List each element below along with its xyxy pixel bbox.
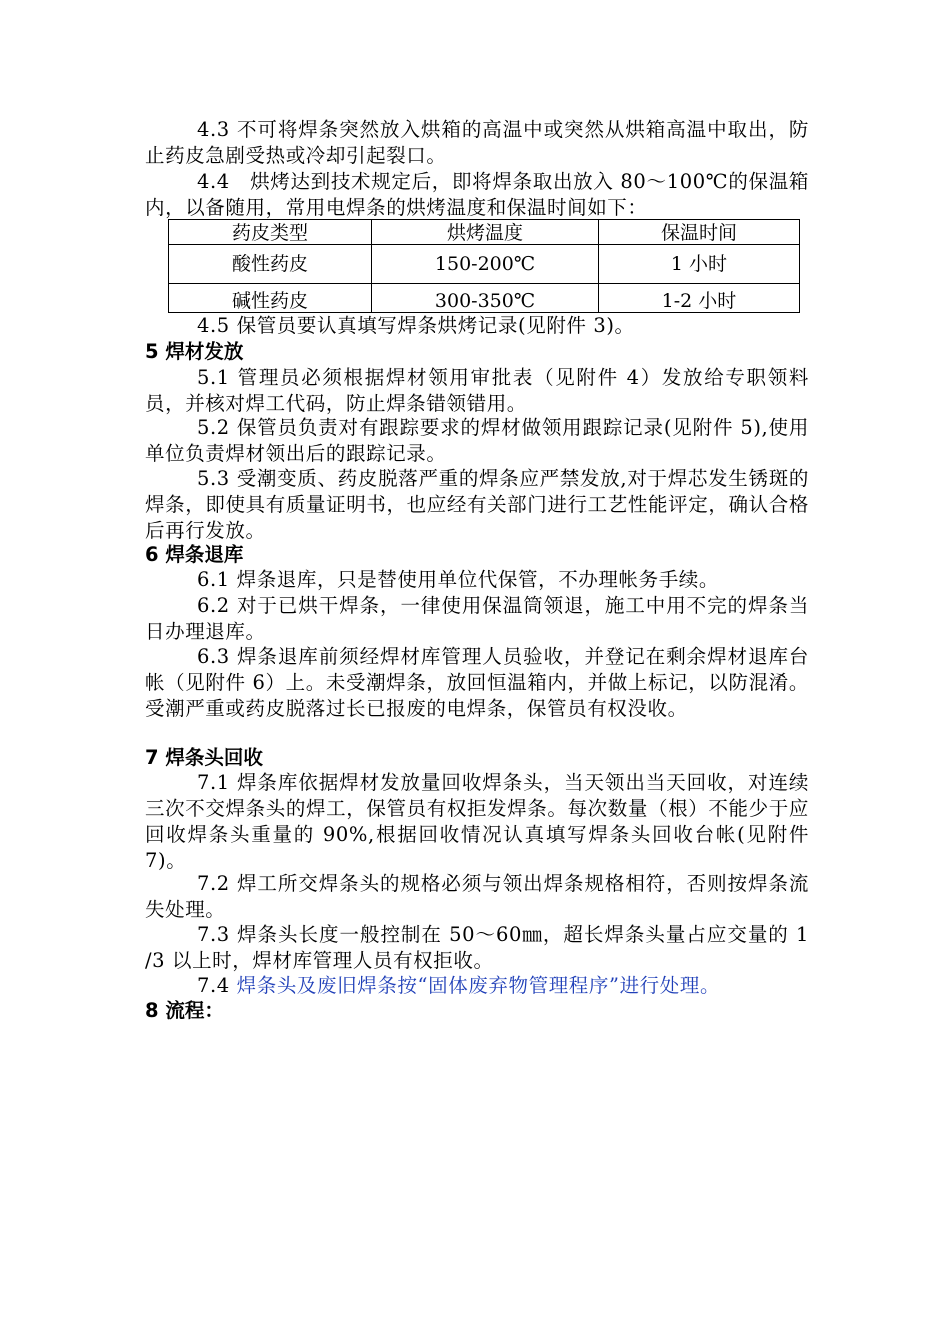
baking-temperature-table <box>168 219 800 313</box>
paragraph-7-1: 7.1 焊条库依据焊材发放量回收焊条头，当天领出当天回收，对连续三次不交焊条头的焊工，保管员有权拒发焊条。每次数量（根）不能少于应回收焊条头重量的 90%,根据回收情况认真填写焊条头回收台帐(见附件 7)。 <box>145 771 809 872</box>
table-cell: 150-200℃ <box>372 245 599 284</box>
table-cell: 酸性药皮 <box>169 245 372 284</box>
paragraph-7-4 <box>145 973 809 999</box>
paragraph-7-4-text: 焊条头及废旧焊条按“固体废弃物管理程序”进行处理。 <box>236 974 721 997</box>
table-cell: 碱性药皮 <box>169 284 372 313</box>
paragraph-4-5: 4.5 保管员要认真填写焊条烘烤记录(见附件 3)。 <box>197 314 635 337</box>
table-header-cell: 烘烤温度 <box>372 220 599 245</box>
table-header-cell: 药皮类型 <box>169 220 372 245</box>
table-cell: 1 小时 <box>599 245 800 284</box>
paragraph-6-1: 6.1 焊条退库，只是替使用单位代保管，不办理帐务手续。 <box>197 568 720 591</box>
paragraph-7-4-number: 7.4 <box>197 974 237 997</box>
paragraph-7-2: 7.2 焊工所交焊条头的规格必须与领出焊条规格相符，否则按焊条流失处理。 <box>145 872 809 921</box>
table-row <box>169 284 800 313</box>
paragraph-4-3: 4.3 不可将焊条突然放入烘箱的高温中或突然从烘箱高温中取出，防止药皮急剧受热或冷却引起裂口。 <box>145 118 809 167</box>
table-cell: 300-350℃ <box>372 284 599 313</box>
table-header-row <box>169 220 800 245</box>
table-row <box>169 245 800 284</box>
paragraph-5-2: 5.2 保管员负责对有跟踪要求的焊材做领用跟踪记录(见附件 5),使用单位负责焊材领出后的跟踪记录。 <box>145 416 809 465</box>
paragraph-7-3: 7.3 焊条头长度一般控制在 50～60㎜，超长焊条头量占应交量的 1 /3 以上时，焊材库管理人员有权拒收。 <box>145 923 809 972</box>
paragraph-6-2: 6.2 对于已烘干焊条，一律使用保温筒领退，施工中用不完的焊条当日办理退库。 <box>145 594 809 643</box>
paragraph-4-4: 4.4 烘烤达到技术规定后，即将焊条取出放入 80～100℃的保温箱内，以备随用，常用电焊条的烘烤温度和保温时间如下： <box>145 170 809 219</box>
section-heading-7: 7 焊条头回收 <box>145 746 263 769</box>
paragraph-5-3: 5.3 受潮变质、药皮脱落严重的焊条应严禁发放,对于焊芯发生锈斑的焊条，即使具有质量证明书，也应经有关部门进行工艺性能评定，确认合格后再行发放。 <box>145 467 809 542</box>
section-heading-8: 8 流程： <box>145 999 224 1022</box>
table-cell: 1-2 小时 <box>599 284 800 313</box>
section-heading-5: 5 焊材发放 <box>145 340 244 363</box>
paragraph-5-1: 5.1 管理员必须根据焊材领用审批表（见附件 4）发放给专职领料员，并核对焊工代码，防止焊条错领错用。 <box>145 366 809 415</box>
section-heading-6: 6 焊条退库 <box>145 543 244 566</box>
paragraph-6-3: 6.3 焊条退库前须经焊材库管理人员验收，并登记在剩余焊材退库台帐（见附件 6）上。未受潮焊条，放回恒温箱内，并做上标记，以防混淆。受潮严重或药皮脱落过长已报废的电焊条，保管员有权没收。 <box>145 645 809 720</box>
table-header-cell: 保温时间 <box>599 220 800 245</box>
